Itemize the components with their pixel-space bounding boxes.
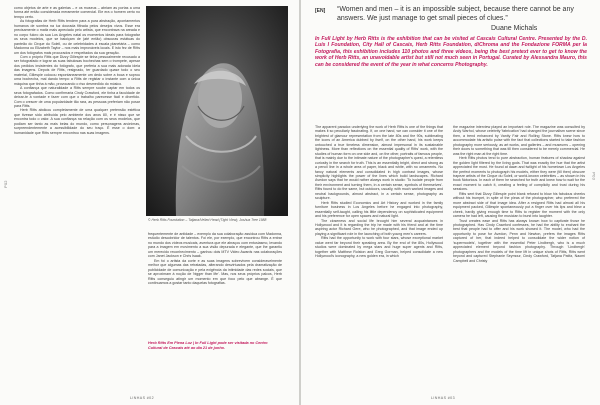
paragraph: A confiança que naturalidade a Ritts sempre soube captar em todos os seus fotografados. Como confirmaria Cindy Crawford, ele tinha a faculdade de deixar-te à vontade e fazer com que o trabalho parecesse fácil e divertido. Com o crescer de uma popularidade tão rara, as pessoas preferiam não posar para Ritts. <box>14 86 140 108</box>
paragraph: como objetos de arte e as galerias – e os museus – abriam as portas a uma forma até então considerada meramente comercial. Ele era o homem certo no tempo certo. <box>14 6 140 19</box>
paragraph: Trust creates ease and Ritts has always known how to captivate those he photographed. Has Cindy Crawford confesses, he had the ability to enchant the best that people had to offer and his work showed it. The model, who had the opportunity to pose for Avedon, Penn and Newton, prefers the images Ritts captured of her, that indeed helped to consolidate the wider notion of 'supermodels', together with the essential Peter Lindbergh, who is a much appreciated element beyond fashion photography. Through 'Lindbergh' photographers and the models of the time lift in unique shots of Ritts, Ritts went beyond and captured Stephanie Seymour, Cindy Crawford, Tatjana Patitz, Naomi Campbell and Christy <box>453 218 585 263</box>
left-column-1 <box>14 6 140 135</box>
left-side-folio: P02 <box>3 180 8 188</box>
paragraph: Com o próprio Ritts que Dizzy Gillespie se tinha pessoalmente recusado a ser fotografado e lograr as suas fabulosas bochechas sem o trompete, apesar dos pedidos insistentes do fotógrafo, que preferia a sua mais adorada ideia das imagens. Depois de Ritts, resignado, ter guardado quase todo o seu material, Gillespie colocou espontaneamente um dedo sobre a boca e soprou uma bochecha, mal dando tempo a Ritts de registar o instante com a única máquina que tinha à mão, provocando o riso desmedido do músico. <box>14 54 140 86</box>
left-column-2 <box>148 232 282 285</box>
paragraph: the magazine interview played an important role. The magazine was consulted by Andy Warhol, whose celebrity 'fabrication' had changed the journalism scene since then, a trend enhanced by Vanity Fair and Rolling Stone. Ritts knew how to accommodate his artistic pulse with the fact that collections started to take fashion photography more seriously, as art works, and galleries – and museums – opening their doors to something that was till then considered to be merely commercial. He was the right man at the right time. <box>453 125 585 156</box>
paragraph: Em foi o artista da corte e as suas imagens sobrevivem consideravelmente melhor que algumas das retratadas, alterando desvirtuados pela dramatização de publicidade de comunicação e pela exigência da intimidade das redes sociais, que se aproximam à noção de 'bigger than life'. Mas, nos seus próprios palcos, Herb Ritts conseguiu atingir um momento em que foco pelo que abrange. É que continuamos a gostar tanto daquelas fotografias. <box>148 258 282 285</box>
veiled-head-photo <box>146 6 288 216</box>
paragraph: The closeness and social life brought him several acquaintances in Hollywood and it is regarding the trip he made with his friend and at the time aspiring actor Richard Gere, who he photographed, and that image ended up playing a significant role in the launching of both young men's careers. <box>315 218 443 236</box>
paragraph: Herb Ritts studied Economics and Art History and worked in the family furniture business in Los Angeles before he engaged into photography, essentially self-taught, calling his little dependency on sophisticated equipment and his preference for open spaces and natural light. <box>315 200 443 219</box>
paragraph: Ritts sent that Dizzy Gillespie point blank refused to blow his fabulous cheeks without his trumpet, in spite of the pleas of the photographer, who preferred the more abstract side of that image idea. After a resigned Ritts had almost all his equipment packed, Gillespie spontaneously put a finger over his lips and blew a cheek, hardly giving enough time to Ritts to register the moment with the only camera he had left, causing the musician to burst into laughter. <box>453 191 585 219</box>
exhibition-note: Herb Ritts Em Plena Luz | In Full Light pode ser visitada no Centro Cultural de Cascais até ao dia 21 de junho. <box>148 341 268 350</box>
photo-image <box>146 6 288 216</box>
right-column-2 <box>453 125 585 263</box>
right-side-folio: P03 <box>592 172 597 180</box>
paragraph: As fotografias de Herb Ritts tendem para a pura abstração, apontamentos humanos de sombra na luz dourada filtrada pelos desejos vivos. Esse era precisamente o matiz mais apreciado pelo artista, que encontrava na areada e no corpo fulcro da sua Los Angeles natal os momentos ideais para fotografar os seus modelos, que se baloiçam de (até então) obscuras estátuas do panteão do Cirque du Soleil, ou de celebridades à escala planetária – como Madonna ou Elizabeth Taylor – nos mais improváveis locais. E isto fez de Ritts um dos fotógrafos mais procurados e respeitados da sua geração. <box>14 19 140 55</box>
right-page <box>301 0 600 405</box>
paragraph: Herb Ritts abdicou completamente de uma qualquer pretensão estética que tivesse sido atribuída pelo ambiente dos anos 80, e é nisso que se encontra todo o valor. A sua confiança na relação com os seus modelos, que podiam ser tanto as mais belas do mundo, como personagens anónimas, surpreendentemente a acessibilidade do seu traço. É esse o dom: a humanidade que Ritts sempre encontrou nas suas imagens. <box>14 108 140 135</box>
left-page <box>0 0 299 405</box>
paragraph: Ritts had the opportunity to work with four stars, whose exceptional market value went far beyond their speaking area. By the end of the 80s, Hollywood studios were dominated by mega stars and huge super agents and Ritts, together with Matthew Rolston and Greg Gorman, helped consolidate a new Hollywood's iconography, a new golden era, in which <box>315 236 443 259</box>
left-footer: LINHAS #02 <box>130 396 154 400</box>
paragraph: Herb Ritts photos tend to pure abstraction, human features of shadow against the golden light filtered by the living gods. That was exactly the hue that the artist appreciated the most. He found at dawn and twilight of his hometown Los Angeles the perfect moments to photograph his models, either they were (till then) obscure trapeze artists of the Cirque du Soleil, or world-known celebrities – as shown in his book Notorious. In each of them he searched for truth and knew how to wait for the exact moment to catch it, creating a feeling of complicity and trust during his sessions. <box>453 156 585 192</box>
photo-caption: © Herb Ritts Foundation – Tatjana/Veiled Head (Tight View), Joshua Tree 1988 <box>148 218 267 222</box>
paragraph: frequentemente de antidade – exemplo da sua colaboração assídua com Madonna, estúdio descobridor de talentos. Foi ele, por exemplo, que encontrou Ritts a entrar no mundo dos vídeos musicais, aventura que ele abraçou com entusiasmo, levando para a imagem em movimento a sua visão depurada e elegante, que lhe garantiu um merecido reconhecimento – ganhou dois MTV Video Awards nas colaborações com Janet Jackson e Chris Isaak. <box>148 232 282 259</box>
language-tag: [EN] <box>315 8 326 14</box>
right-column-1 <box>315 125 443 259</box>
pull-quote: “Women and men – it is an impossible subject, because there cannot be any answers. We just manage to get small pieces of clues.” <box>337 6 574 22</box>
quote-author: Duane Michals <box>491 25 538 32</box>
paragraph: The apparent paradox underlying the work of Herb Ritts is one of the things that makes it so peculiarly fascinating. If, on one hand, we can consider it one of the brightest of glamour representation from the late 80s and the 90s, sublimating the icons of an America dubbed by itself, on the other hand, his work keeps untouched a true timeless dimension, almost impersonal in its sustainable lightness. More than reflections on the essential quality of Ritts' work, with the studies of human form on one side and, on the other, portraits of famous people, that is mainly due to the intimate nature of the photographer's quest, a relentless curiosity in the search for truth. This is an essentially bright, direct and strong as a pencil line in a whole area of paper, black and white, with no ornaments. No fancy natural elements and consolidated in high contrast images, whose simplicity highlights the power of the lines which build landscapes. Richard Avedon says that he would rather always work in studio: 'To isolate people from their environment and turning them, in a certain sense, symbols of themselves'. Ritts found to do the same, but outdoors, usually, with much worked images and neutral backgrounds, almost abstract, in a certain sense, photography as sculpture. <box>315 125 443 201</box>
lead-paragraph: In Full Light by Herb Ritts is the exhibition that can be visited at Cascais Cultural Centre. Presented by the D. Luís I Foundation, City Hall of Cascais, Herb Ritts Foundation, diChroma and the Fondazione FORMA per la Fotografia, this exhibition includes 110 photos and three videos, being the best pretext ever to get to know the work of Herb Ritts, an unavoidable artist but still not much seen in Portugal. Curated by Alessandra Mauro, this can be considered the event of the year in what concerns Photography. <box>315 36 587 68</box>
right-footer: LINHAS #03 <box>431 396 455 400</box>
